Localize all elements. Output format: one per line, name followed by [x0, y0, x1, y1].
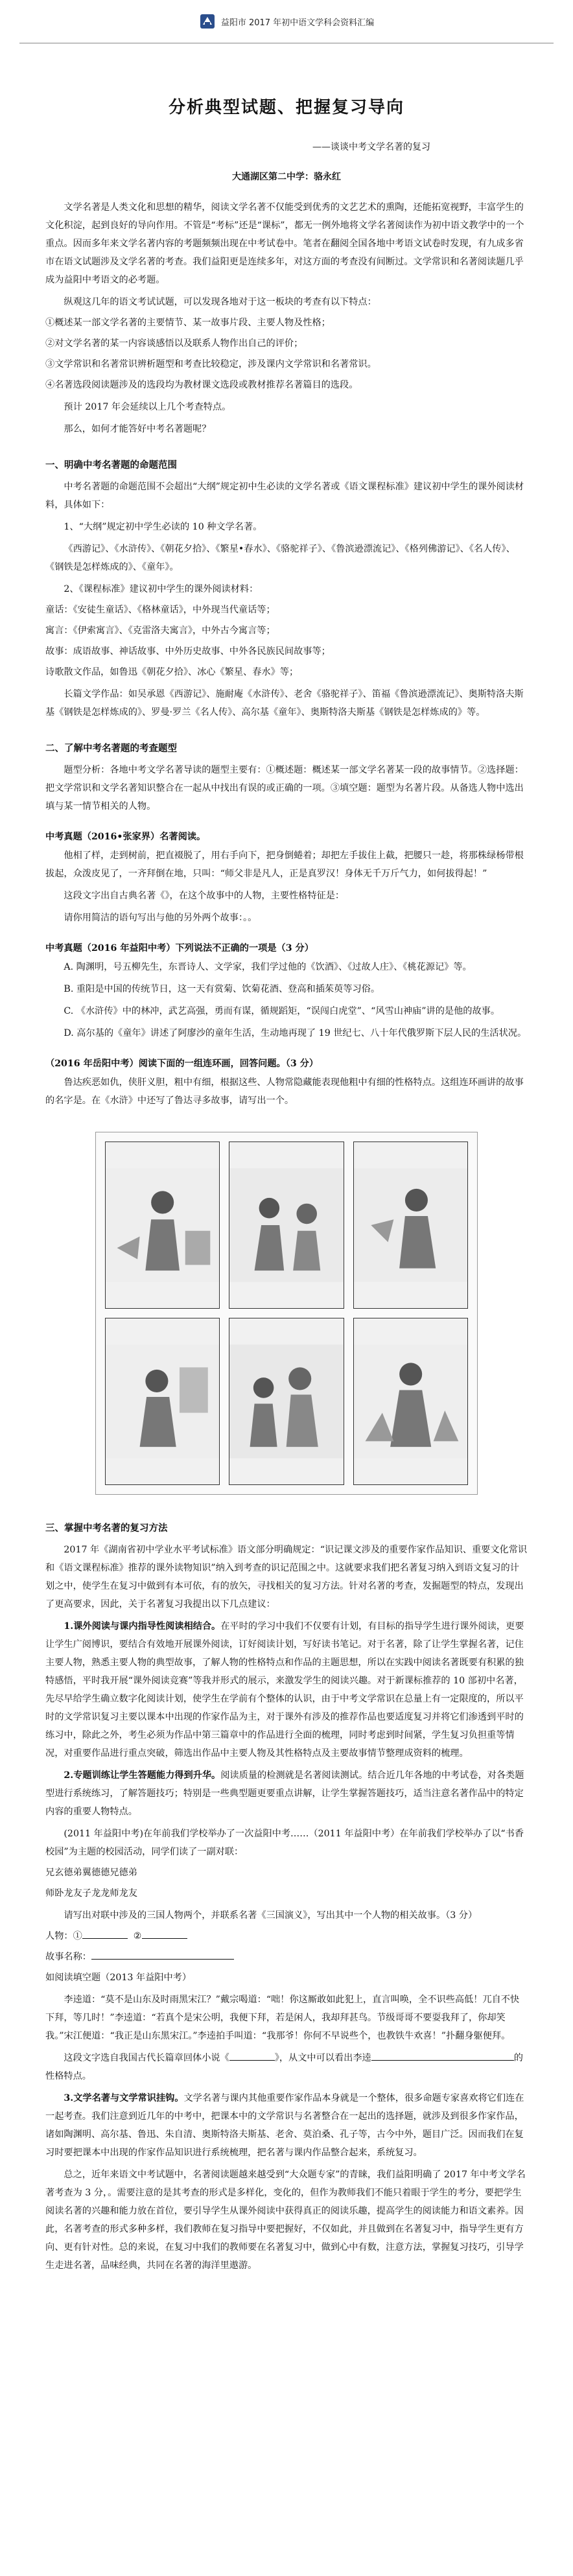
comic-panel [353, 1318, 468, 1485]
s2-paragraph-1: 题型分析：各地中考文学名著导读的题型主要有：①概述题：概述某一部文学名著某一段的故事情节。②选择题：把文学常识和文学名著知识整合在一起从中找出有误的或正确的一项。③填空题：题型为名著片段。从备选人物中选出填与某一情节相关的人物。 [45, 765, 524, 812]
comic-panel [105, 1142, 220, 1309]
prompt-part-2: 》，从文中可以看出李逵 [274, 2053, 371, 2063]
comic-illustration-icon [106, 1318, 219, 1484]
author-line: 大通湖区第二中学：骆永红 [232, 172, 341, 182]
s3-point-2-heading: 2.专题训练让学生答题能力得到升华。 [64, 1770, 221, 1781]
s3-point-3-body: 文学名著与课内其他重要作家作品本身就是一个整体，很多命题专家喜欢将它们连在一起考查。我们注意到近几年的中考中，把课本中的文学常识与名著整合在一起出的选择题，就涉及到很多作家作品，诸如陶渊明、高尔基、鲁迅、朱自清、奥斯特洛夫斯基、老舍、莫泊桑、孔子等，古今中外，题目广泛。因而我们在复习时要把课本中出现的作家作品知识进行系统梳理，把名著与课内作品整合起来，系统复习。 [45, 2093, 524, 2158]
answer-blank[interactable] [82, 1929, 128, 1939]
s1-list-item: 故事：成语故事、神话故事、中外历史故事、中外各民族民间故事等； [45, 646, 331, 657]
answer-blank[interactable] [229, 2051, 275, 2061]
answer-blank[interactable] [91, 1950, 234, 1960]
answer-story-label: 故事名称： [45, 1952, 91, 1962]
s3-point-1-body: 在平时的学习中我们不仅要有计划，有目标的指导学生进行课外阅读，更要让学生广阅博识，要结合有效地开展课外阅读，订好阅读计划，写好读书笔记。对于名著，除了让学生掌握名著，记住主要人物，熟悉主要人物的典型故事，了解人物的性格特点和作品的主题思想，所以在实践中阅读名著既要有积累的独特感悟，平时我开展“课外阅读竞赛”等我并形式的展示，来激发学生的阅读兴趣。对于新课标推荐的 10 部初中名著，先尽早给学生确立数字化阅读计划，使学生在学前有个整体的认识，由于中考文学常识在总量上有一定限度的，所以平时的文学常识复习主要以课本中出现的作家作品为主，对于课外有涉及的推荐作品也要适度复习并将它们渗透到平时的练习中，除此之外，考生必须为作品中第三篇章中的作品进行全面的梳理，同时考虑到时间紧，学生复习负担重等情况，对重要作品进行重点突破，筛选出作品中主要人物及其性格特点及主要故事情节整理成资料的梳理。 [45, 1621, 524, 1759]
option-c: C. 《水浒传》中的林冲，武艺高强，勇而有谋，循规蹈矩，“误闯白虎堂”、“风雪山神庙”讲的是他的故事。 [64, 1006, 500, 1016]
s3-paragraph-1: 2017 年《湖南省初中学业水平考试标准》语文部分明确规定：“识记课文涉及的重要作家作品知识、重要文化常识和《语文课程标准》推荐的课外读物知识”纳入到考查的识记范围之中。这就要求我们把名著复习纳入到语文复习的计划之中，使学生在复习中做到有本可依，有的放矢，寻找相关的复习方法。针对名著的考查，发掘题型的特点，发现出了更高要求，因此，关于名著复习我提出以下几点建议： [45, 1545, 528, 1610]
option-d: D. 高尔基的《童年》讲述了阿廖沙的童年生活，生动地再现了 19 世纪七、八十年代俄罗斯下层人民的生活状况。 [64, 1028, 527, 1038]
comic-illustration-icon [229, 1142, 343, 1308]
answer-blank[interactable] [371, 2051, 514, 2061]
s3-point-3 [45, 2089, 528, 2162]
school-logo-icon [199, 13, 216, 30]
comic-panel [105, 1318, 220, 1485]
s1-paragraph-3: 2、《课程标准》建议初中学生的课外阅读材料： [64, 584, 259, 594]
prediction-text: 预计 2017 年会延续以上几个考查特点。 [64, 402, 231, 412]
exam-question-3-passage: 鲁达疾恶如仇，侠肝义胆，粗中有细，根据这些、人物常隐藏能表现他粗中有细的性格特点。这组连环画讲的故事的名字是。在《水浒》中还写了鲁达寻多故事，请写出一个。 [45, 1077, 524, 1106]
s1-list-item: 童话：《安徒生童话》、《格林童话》，中外现当代童话等； [45, 605, 275, 615]
exam-question-4-title: 如阅读填空题（2013 年益阳中考） [45, 1973, 192, 1983]
option-b: B. 重阳是中国的传统节日，这一天有赏菊、饮菊花酒、登高和插茱萸等习俗。 [64, 984, 380, 994]
intro-paragraph-2: 纵观这几年的语文考试试题，可以发现各地对于这一板块的考查有以下特点： [64, 297, 377, 307]
exam-question-3-title: （2016 年岳阳中考）阅读下面的一组连环画，回答问题。（3 分） [45, 1059, 319, 1069]
answer-blank[interactable] [142, 1929, 187, 1939]
feature-4: ④名著选段阅读题涉及的选段均为教材课文选段或教材推荐名著篇目的选段。 [45, 380, 358, 390]
s1-list-item: 诗歌散文作品，如鲁迅《朝花夕拾》、冰心《繁星、春水》等； [45, 667, 299, 677]
exam-question-1-prompt-a: 这段文字出自古典名著《》，在这个故事中的人物，主要性格特征是： [64, 891, 345, 901]
s3-point-2 [45, 1766, 528, 1821]
comic-illustration-icon [354, 1142, 467, 1308]
intro-paragraph-1: 文学名著是人类文化和思想的精华，阅读文学名著不仅能受到优秀的文艺艺术的熏陶，还能拓宽视野，丰富学生的文化积淀，起到良好的导向作用。不管是“考标”还是“课标”，都无一例外地将文学名著阅读作为初中语文教学中的一个重点。因而多年来文学名著内容的考题频频出现在中考试卷中。笔者在翻阅全国各地中考语文试卷时发现，有九成多省市在语文试题涉及文学名著的考查。我们益阳更是连续多年，对这方面的考查没有间断过。文学常识和名著阅读题几乎成为益阳中考语文的必考题。 [45, 202, 524, 285]
answer-characters [45, 1927, 528, 1945]
s3-point-1 [45, 1617, 528, 1762]
answer-char-label-2: ② [133, 1931, 142, 1941]
section-1-heading: 一、明确中考名著题的命题范围 [45, 460, 177, 471]
comic-strip-figure [95, 1132, 478, 1495]
s1-paragraph-2: 1、“大纲”规定初中学生必读的 10 种文学名著。 [64, 522, 263, 532]
exam-question-1-passage: 他相了样，走到树前，把直裰脱了，用右手向下，把身倒蜷着；却把左手拔住上截，把腰只一趁，将那株绿杨带根拔起，众泼皮见了，一齐拜倒在地，只叫：“师父非是凡人，正是真罗汉！身体无千万斤气力，如何拔得起！” [45, 850, 524, 879]
option-a: A. 陶渊明，号五柳先生，东晋诗人、文学家，我们学过他的《饮酒》、《过故人庄》、《桃花源记》等。 [64, 962, 472, 972]
s1-required-list: 《西游记》、《水浒传》、《朝花夕拾》、《繁星•春水》、《骆驼祥子》、《鲁滨逊漂流记》、《格列佛游记》、《名人传》、《钢铁是怎样炼成的》、《童年》。 [45, 544, 515, 572]
s1-list-item: 寓言：《伊索寓言》、《克雷洛夫寓言》，中外古今寓言等； [45, 626, 275, 636]
comic-illustration-icon [354, 1318, 467, 1484]
exam-question-2-title: 中考真题（2016 年益阳中考）下列说法不正确的一项是（3 分） [45, 943, 314, 954]
question-text: 那么，如何才能答好中考名著题呢？ [64, 424, 211, 434]
exam-question-4-prompt [45, 2049, 528, 2085]
comic-illustration-icon [229, 1318, 343, 1484]
exam-question-1-prompt-b: 请你用简洁的语句写出与他的另外两个故事：。。 [64, 913, 257, 923]
feature-1: ①概述某一部文学名著的主要情节、某一故事片段、主要人物及性格； [45, 318, 331, 328]
page-subtitle: ——谈谈中考文学名著的复习 [312, 142, 430, 152]
s1-paragraph-1: 中考名著题的命题范围不会超出“大纲”规定初中生必读的文学名著或《语文课程标准》建议初中学生的课外阅读材料，具体如下： [45, 482, 524, 510]
header-text: 益阳市 2017 年初中语文学科会资料汇编 [220, 18, 375, 28]
s3-point-1-heading: 1.课外阅读与课内指导性阅读相结合。 [64, 1621, 221, 1632]
section-3-heading: 三、掌握中考名著的复习方法 [45, 1523, 168, 1534]
s3-point-2-body: 阅读质量的检测就是名著阅读测试。结合近几年各地的中考试卷，对各类题型进行系统练习，了解答题技巧；特别是一些典型题更要重点讲解，让学生掌握答题技巧，适当注意名著作品中的特定内容的重要人物特点。 [45, 1770, 524, 1817]
s3-point-3-heading: 3.文学名著与文学常识挂钩。 [64, 2093, 184, 2103]
s3-example-intro: (2011 年益阳中考)在年前我们学校举办了一次益阳中考……（2011 年益阳中考）在年前我们学校举办了以“书香校园”为主题的校园活动，同学们读了一副对联： [45, 1829, 524, 1857]
couplet-line-1: 兄玄德弟翼德德兄德弟 [45, 1868, 137, 1878]
couplet-line-2: 师卧龙友子龙龙师龙友 [45, 1888, 137, 1899]
section-2-heading: 二、了解中考名著题的考查题型 [45, 743, 177, 754]
s1-list-item: 长篇文学作品：如吴承恩《西游记》、施耐庵《水浒传》、老舍《骆驼祥子》、笛福《鲁滨逊漂流记》、奥斯特洛夫斯基《钢铁是怎样炼成的》、罗曼·罗兰《名人传》、高尔基《童年》、奥斯特洛夫斯基《钢铁是怎样炼成的》等。 [45, 689, 524, 718]
comic-panel [229, 1142, 344, 1309]
page-header [19, 0, 554, 43]
comic-panel [229, 1318, 344, 1485]
conclusion-paragraph: 总之，近年来语文中考试题中，名著阅读题越来越受到“大众题专家”的青睐，我们益阳明确了 2017 年中考文学名著考查为 3 分，。需要注意的是其考查的形式是多样化，变化的，但作为教师我们不能只着眼于学生的考分，要把学生阅读名著的兴趣和能力放在首位，要引导学生从课外阅读中获得真正的阅读乐趣，提高学生的阅读能力和语文素养。因此，名著考查的形式多种多样，我们教师在复习指导中要把握好，不仅如此，并且做到在名著复习中，指导学生更有方向、更有针对性。总的来说，在复习中我们的教师要在名著复习中，做到心中有数，注意方法，掌握复习技巧，引导学生走进名著，品味经典，共同在名著的海洋里遨游。 [45, 2170, 526, 2271]
prompt-part-1: 这段文字选自我国古代长篇章回体小说《 [64, 2053, 229, 2063]
answer-story [45, 1948, 528, 1966]
feature-3: ③文学常识和名著常识辨析题型和考查比较稳定，涉及课内文学常识和名著常识。 [45, 359, 377, 369]
comic-illustration-icon [106, 1142, 219, 1308]
exam-question-1-title: 中考真题（2016•张家界）名著阅读。 [45, 832, 206, 842]
page-title: 分析典型试题、把握复习导向 [168, 98, 404, 117]
exam-question-4-passage: 李逵道：“莫不是山东及时雨黑宋江？”戴宗喝道：“咄！你这厮敢如此犯上，直言叫唤，全不识些高低！兀自不快下拜，等几时！”李逵道：“若真个是宋公明，我便下拜，若是闲人，我却拜甚鸟。节级哥哥不要耍我拜了，你却笑我。”宋江便道：“我正是山东黑宋江。”李逵拍手叫道：“我那爷！你何不早说些个，也教铁牛欢喜！”扑翻身躯便拜。 [45, 1995, 520, 2041]
feature-2: ②对文学名著的某一内容谈感悟以及联系人物作出自己的评价； [45, 338, 303, 349]
answer-char-label-1: 人物：① [45, 1931, 82, 1941]
prompt-part-3: 的性格特点。 [45, 2053, 523, 2081]
couplet-prompt: 请写出对联中涉及的三国人物两个，并联系名著《三国演义》，写出其中一个人物的相关故事。（3 分） [64, 1910, 478, 1921]
comic-panel [353, 1142, 468, 1309]
